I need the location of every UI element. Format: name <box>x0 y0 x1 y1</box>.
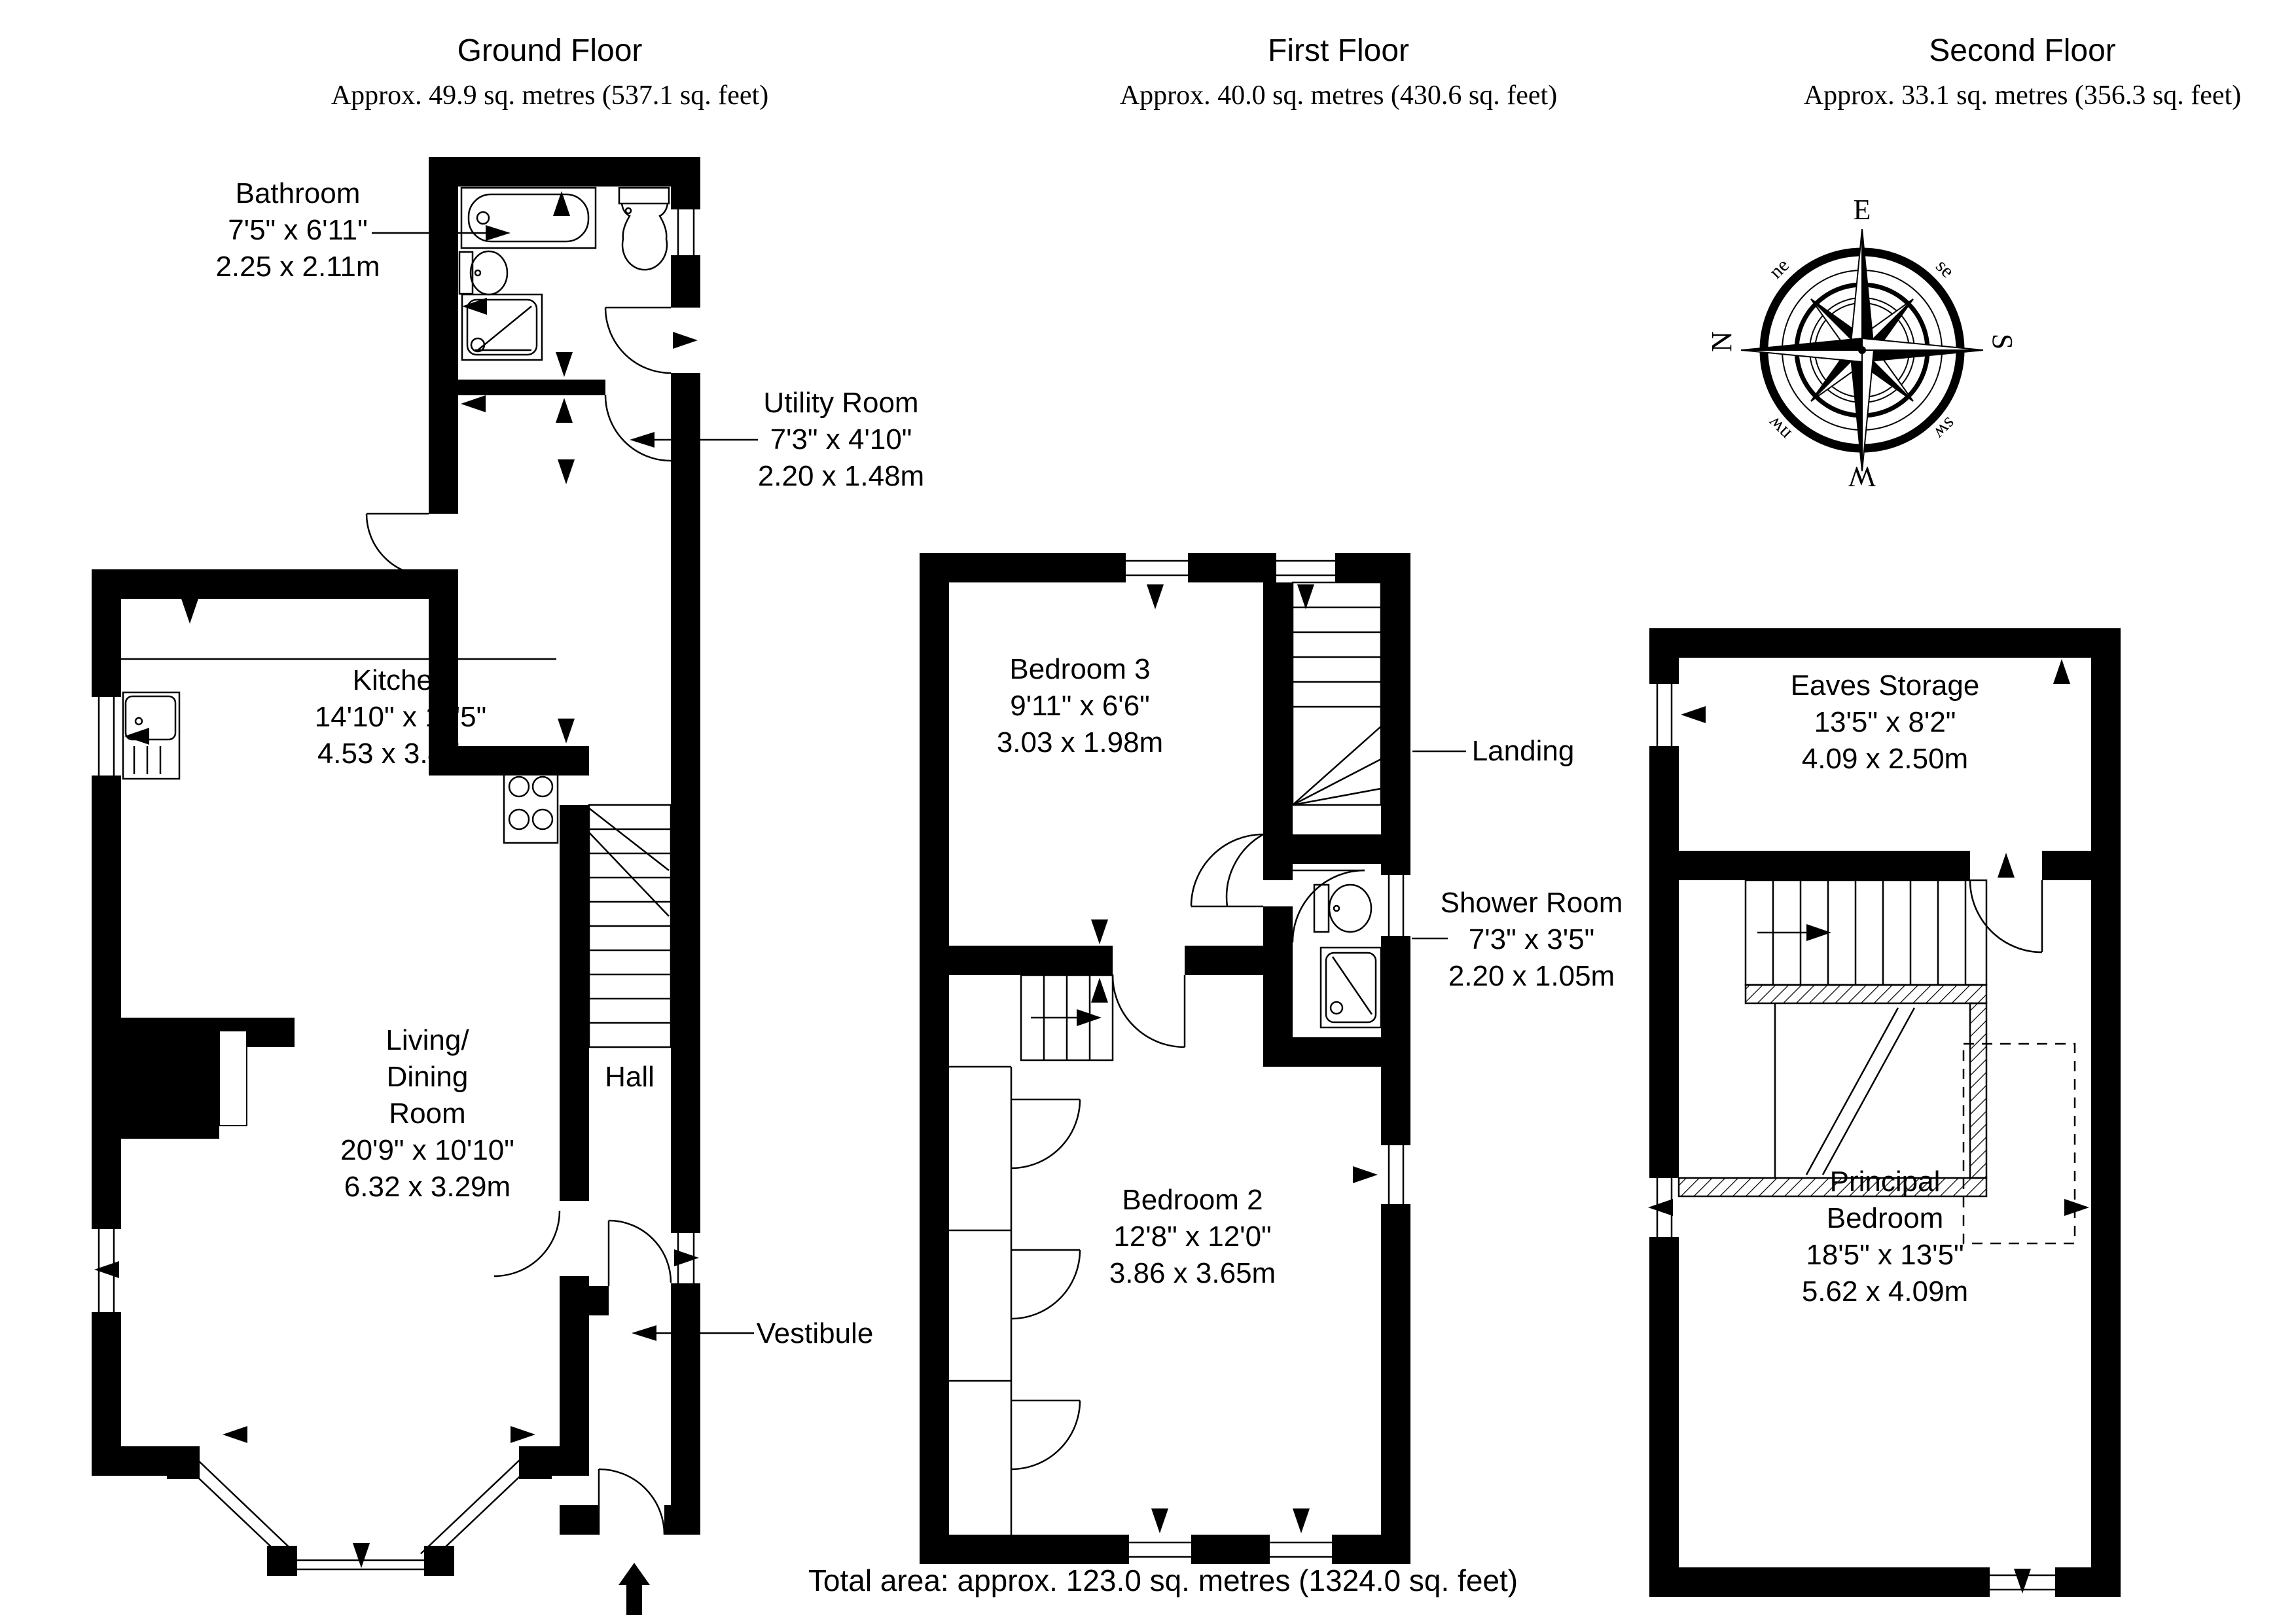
eaves-imperial: 13'5" x 8'2" <box>1814 706 1956 738</box>
second-floor-area: Approx. 33.1 sq. metres (356.3 sq. feet) <box>1803 80 2242 111</box>
principal-bedroom-label <box>1802 1164 1968 1310</box>
living-room-label <box>340 1022 514 1205</box>
bedroom2-name: Bedroom 2 <box>1122 1184 1263 1216</box>
bedroom3-metric: 3.03 x 1.98m <box>996 726 1164 758</box>
compass-w-label: W <box>1848 461 1876 493</box>
principal-name-2: Bedroom <box>1826 1202 1944 1234</box>
shower-room-label <box>1441 885 1623 995</box>
compass-e-label: E <box>1853 194 1871 226</box>
hob-icon <box>504 766 558 843</box>
second-floor-windows <box>1657 684 2055 1590</box>
first-floor-stairs-icon <box>1293 582 1381 805</box>
principal-imperial: 18'5" x 13'5" <box>1806 1239 1964 1271</box>
utility-name: Utility Room <box>763 387 919 419</box>
compass-icon <box>1706 194 2018 493</box>
principal-name-1: Principal <box>1829 1166 1941 1198</box>
vestibule-label <box>757 1315 874 1352</box>
eaves-metric: 4.09 x 2.50m <box>1801 743 1969 775</box>
second-floor-stairs-icon <box>1679 880 1986 1196</box>
living-imperial: 20'9" x 10'10" <box>340 1134 514 1166</box>
entry-arrow <box>619 1563 650 1615</box>
vestibule-name: Vestibule <box>756 1317 874 1349</box>
bedroom3-imperial: 9'11" x 6'6" <box>1010 690 1150 722</box>
bedroom2-imperial: 12'8" x 12'0" <box>1113 1221 1272 1253</box>
ground-floor-walls <box>92 157 700 1576</box>
first-floor-walls <box>920 553 1410 1564</box>
total-area-text: Total area: approx. 123.0 sq. metres (1324.0 sq. feet) <box>808 1563 1518 1597</box>
shower-imperial: 7'3" x 3'5" <box>1468 923 1595 955</box>
ground-floor-doors <box>367 308 671 1535</box>
bathroom-name: Bathroom <box>235 177 361 209</box>
bedroom3-label <box>997 651 1163 761</box>
second-floor-title: Second Floor <box>1929 33 2116 68</box>
living-name-1: Living/ <box>386 1024 469 1056</box>
kitchen-metric: 4.53 x 3.47m <box>317 738 484 770</box>
first-floor-area: Approx. 40.0 sq. metres (430.6 sq. feet) <box>1119 80 1558 111</box>
landing-name: Landing <box>1471 735 1575 767</box>
bath-icon <box>461 188 596 248</box>
chimney-inset <box>219 1031 247 1126</box>
compass-s-label: S <box>1986 333 2018 350</box>
kitchen-imperial: 14'10" x 11'5" <box>314 701 487 733</box>
compass-ne-label: ne <box>1765 254 1794 283</box>
kitchen-label <box>315 662 487 772</box>
hall-name: Hall <box>605 1061 655 1093</box>
kitchen-name: Kitchen <box>352 664 449 696</box>
living-metric: 6.32 x 3.29m <box>344 1171 511 1203</box>
toilet2-icon <box>1314 885 1371 932</box>
principal-metric: 5.62 x 4.09m <box>1801 1275 1969 1308</box>
compass-se-label: se <box>1931 255 1959 282</box>
living-name-2: Dining <box>386 1061 469 1093</box>
eaves-storage-label <box>1791 668 1980 777</box>
shower-metric: 2.20 x 1.05m <box>1448 960 1615 992</box>
utility-label <box>758 385 924 495</box>
ground-floor-stairs-icon <box>589 805 671 1047</box>
shower2-icon <box>1321 948 1381 1027</box>
compass-nw-label: nw <box>1763 412 1795 445</box>
second-floor-view-markers <box>1648 659 2119 1594</box>
bathroom-metric: 2.25 x 2.11m <box>215 251 380 283</box>
bedroom2-metric: 3.86 x 3.65m <box>1109 1257 1276 1289</box>
bedroom2-label <box>1109 1182 1276 1292</box>
compass-n-label: N <box>1706 331 1738 352</box>
utility-metric: 2.20 x 1.48m <box>757 460 925 492</box>
living-name-3: Room <box>389 1097 466 1130</box>
bathroom-label <box>215 175 380 285</box>
ground-floor-title: Ground Floor <box>457 33 643 68</box>
basin-icon <box>459 251 507 294</box>
second-floor-doors <box>1970 880 2042 952</box>
bedroom3-name: Bedroom 3 <box>1009 653 1151 685</box>
eaves-name: Eaves Storage <box>1790 669 1980 702</box>
ground-floor-windows <box>99 209 694 1569</box>
shower-name: Shower Room <box>1440 887 1623 919</box>
ground-floor-area: Approx. 49.9 sq. metres (537.1 sq. feet) <box>331 80 769 111</box>
utility-imperial: 7'3" x 4'10" <box>770 423 912 455</box>
ground-floor-view-markers <box>94 191 699 1568</box>
ground-floor-plan <box>92 157 758 1615</box>
compass-sw-label: sw <box>1929 413 1961 444</box>
first-floor-title: First Floor <box>1268 33 1409 68</box>
hall-label <box>605 1059 655 1096</box>
toilet-icon <box>619 188 669 270</box>
bathroom-imperial: 7'5" x 6'11" <box>228 214 368 246</box>
landing-label <box>1472 733 1575 770</box>
